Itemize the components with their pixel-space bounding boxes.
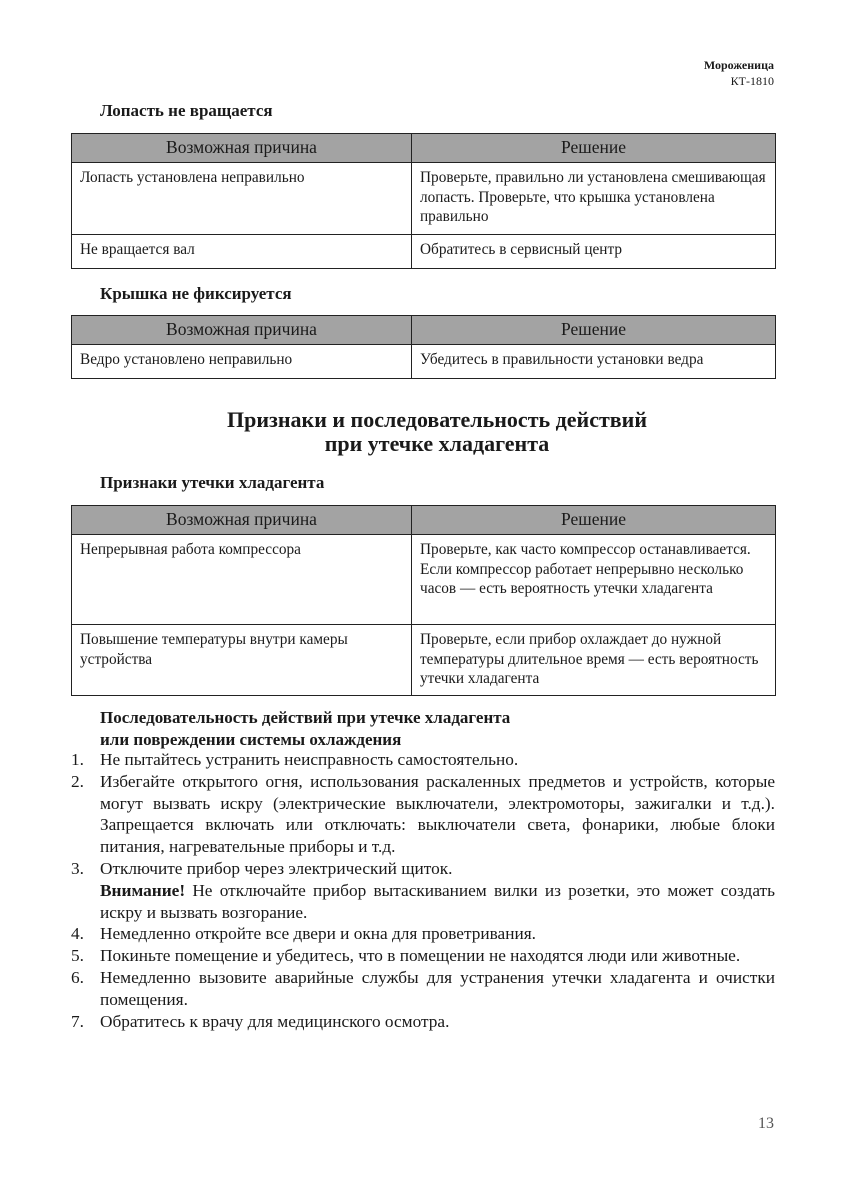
table-header-row <box>72 506 776 535</box>
step-number: 3. <box>71 858 84 878</box>
main-title-line-2: при утечке хладагента <box>324 431 550 456</box>
list-item <box>71 923 775 945</box>
step-text: Избегайте открытого огня, использования раскаленных предметов и устройств, которые могут вызвать искру (электрические выключатели, электромоторы, зажигалки и т.д.). Запрещается включать или отключать: выключатели света, фонарики, любые блоки питания, нагревательные приборы и т.д. <box>100 771 775 857</box>
cause-cell: Лопасть установлена неправильно <box>72 163 412 235</box>
step-number: 4. <box>71 924 84 944</box>
step-number: 1. <box>71 750 84 769</box>
troubleshooting-table-lid <box>71 315 776 379</box>
solution-cell: Проверьте, как часто компрессор останавливается. Если компрессор работает непрерывно несколько часов — есть вероятность утечки хладагента <box>412 535 776 625</box>
solution-cell: Проверьте, если прибор охлаждает до нужной температуры длительное время — есть вероятность утечки хладагента <box>412 625 776 696</box>
cause-cell: Не вращается вал <box>72 235 412 269</box>
column-header-solution: Решение <box>412 134 776 163</box>
column-header-solution: Решение <box>412 506 776 535</box>
procedure-heading-line-2: или повреждении системы охлаждения <box>100 729 402 749</box>
solution-cell: Убедитесь в правильности установки ведра <box>412 345 776 379</box>
main-title <box>71 408 803 456</box>
list-item <box>71 967 775 1011</box>
section-heading-blade: Лопасть не вращается <box>100 101 273 120</box>
procedure-heading <box>100 707 510 750</box>
section-heading-leak-signs: Признаки утечки хладагента <box>100 473 325 492</box>
step-text: Немедленно вызовите аварийные службы для устранения утечки хладагента и очистки помещения. <box>100 967 775 1009</box>
table-row <box>72 345 776 379</box>
procedure-steps-list <box>71 749 775 1032</box>
list-item <box>71 858 775 923</box>
step-number: 6. <box>71 967 84 987</box>
table-row <box>72 625 776 696</box>
table-row <box>72 163 776 235</box>
column-header-solution: Решение <box>412 316 776 345</box>
product-name: Мороженица <box>703 58 774 72</box>
model-number: КТ-1810 <box>730 74 774 88</box>
cause-cell: Ведро установлено неправильно <box>72 345 412 379</box>
troubleshooting-table-blade <box>71 133 776 269</box>
table-row <box>72 235 776 269</box>
column-header-cause: Возможная причина <box>72 316 412 345</box>
step-number: 2. <box>71 771 84 791</box>
column-header-cause: Возможная причина <box>72 506 412 535</box>
main-title-line-1: Признаки и последовательность действий <box>226 407 648 432</box>
table-header-row <box>72 134 776 163</box>
column-header-cause: Возможная причина <box>72 134 412 163</box>
step-number: 5. <box>71 946 84 966</box>
cause-cell: Непрерывная работа компрессора <box>72 535 412 625</box>
warning-text: Не отключайте прибор вытаскиванием вилки из розетки, это может создать искру и вызвать возгорание. <box>100 880 775 922</box>
list-item <box>71 771 775 858</box>
warning-label: Внимание! <box>100 880 186 900</box>
table-row <box>72 535 776 625</box>
step-text: Не пытайтесь устранить неисправность самостоятельно. <box>100 750 519 769</box>
step-text: Немедленно откройте все двери и окна для проветривания. <box>100 924 536 944</box>
step-number: 7. <box>71 1011 84 1031</box>
page-header <box>704 57 774 89</box>
solution-cell: Обратитесь в сервисный центр <box>412 235 776 269</box>
troubleshooting-table-leak-signs <box>71 505 776 696</box>
section-heading-lid: Крышка не фиксируется <box>100 284 292 303</box>
table-header-row <box>72 316 776 345</box>
list-item <box>71 945 775 967</box>
cause-cell: Повышение температуры внутри камеры устройства <box>72 625 412 696</box>
list-item <box>71 1011 775 1033</box>
step-text: Покиньте помещение и убедитесь, что в помещении не находятся люди или животные. <box>100 946 741 966</box>
list-item <box>71 749 775 771</box>
step-text: Отключите прибор через электрический щиток. <box>100 858 453 878</box>
step-text: Обратитесь к врачу для медицинского осмотра. <box>100 1011 450 1031</box>
page-number: 13 <box>758 1115 774 1132</box>
procedure-heading-line-1: Последовательность действий при утечке хладагента <box>100 708 511 727</box>
solution-cell: Проверьте, правильно ли установлена смешивающая лопасть. Проверьте, что крышка установлена правильно <box>412 163 776 235</box>
